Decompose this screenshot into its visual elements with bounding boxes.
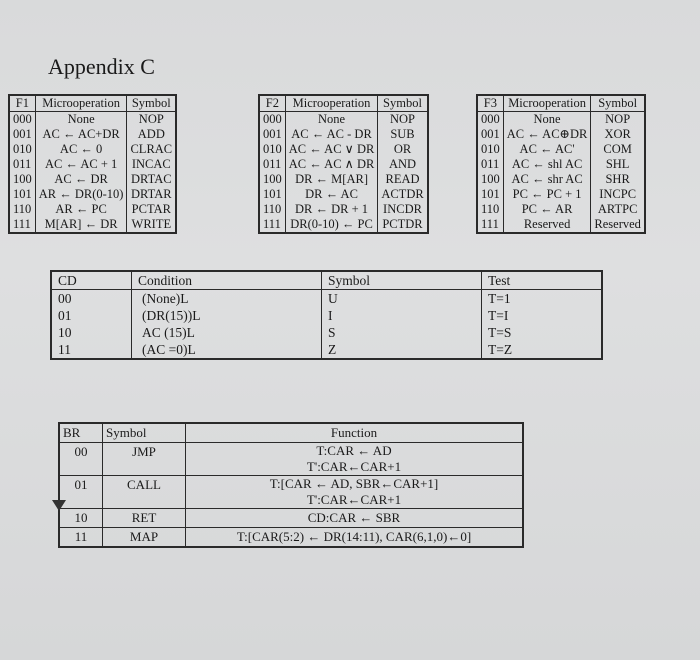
- cd-header-cell: Symbol: [322, 271, 482, 290]
- table-row: [259, 142, 428, 157]
- cd-header-cell: CD: [51, 271, 132, 290]
- cd-cell: T=S: [482, 324, 603, 341]
- f2-cell: 100: [259, 172, 285, 187]
- table-row: [51, 324, 602, 341]
- f3-cell: 100: [477, 172, 503, 187]
- f1-cell: 110: [9, 202, 35, 217]
- table-row: [259, 187, 428, 202]
- f3-cell: None: [503, 112, 591, 128]
- f2-cell: 110: [259, 202, 285, 217]
- br-symbol-cell: JMP: [103, 443, 186, 476]
- f3-cell: Reserved: [591, 217, 645, 233]
- table-row: [9, 172, 176, 187]
- f1-cell: 010: [9, 142, 35, 157]
- f1-cell: AC ← AC + 1: [35, 157, 127, 172]
- mouse-cursor-icon: [52, 500, 66, 511]
- f3-cell: 110: [477, 202, 503, 217]
- cd-header-row: [51, 271, 602, 290]
- table-row: [9, 142, 176, 157]
- cd-cell: 00: [51, 290, 132, 308]
- f1-header-row: [9, 95, 176, 112]
- table-row: [59, 509, 523, 528]
- f2-cell: 010: [259, 142, 285, 157]
- cd-cell: T=1: [482, 290, 603, 308]
- f3-header-cell: Microoperation: [503, 95, 591, 112]
- br-function-cell: [186, 509, 524, 528]
- cd-cell: T=Z: [482, 341, 603, 359]
- f2-cell: PCTDR: [378, 217, 428, 233]
- f1-header-cell: Microoperation: [35, 95, 127, 112]
- f1-cell: AC ← 0: [35, 142, 127, 157]
- table-row: [477, 172, 645, 187]
- f2-header-cell: Microoperation: [285, 95, 378, 112]
- cd-cell: AC (15)L: [132, 324, 322, 341]
- table-row: [477, 112, 645, 128]
- f1-cell: 101: [9, 187, 35, 202]
- f2-cell: ACTDR: [378, 187, 428, 202]
- br-function-cell: [186, 443, 524, 476]
- f1-cell: NOP: [127, 112, 176, 128]
- f1-cell: 011: [9, 157, 35, 172]
- f3-cell: AC ← shl AC: [503, 157, 591, 172]
- f2-header-row: [259, 95, 428, 112]
- f2-cell: NOP: [378, 112, 428, 128]
- f1-cell: 111: [9, 217, 35, 233]
- table-row: [259, 157, 428, 172]
- f3-cell: SHL: [591, 157, 645, 172]
- f2-table: [258, 94, 429, 234]
- f1-cell: AC ← AC+DR: [35, 127, 127, 142]
- f3-cell: INCPC: [591, 187, 645, 202]
- function-line: T':CAR←CAR+1: [306, 459, 402, 474]
- function-line: CD:CAR ← SBR: [307, 510, 401, 525]
- f2-cell: 001: [259, 127, 285, 142]
- f2-cell: 111: [259, 217, 285, 233]
- f1-table: [8, 94, 177, 234]
- f2-cell: DR ← AC: [285, 187, 378, 202]
- f3-cell: COM: [591, 142, 645, 157]
- br-symbol-cell: MAP: [103, 528, 186, 548]
- table-row: [9, 202, 176, 217]
- cd-cell: S: [322, 324, 482, 341]
- table-row: [477, 202, 645, 217]
- f2-cell: None: [285, 112, 378, 128]
- cd-cell: T=I: [482, 307, 603, 324]
- f2-cell: INCDR: [378, 202, 428, 217]
- table-row: [51, 290, 602, 308]
- f1-cell: AR ← PC: [35, 202, 127, 217]
- cd-cell: 10: [51, 324, 132, 341]
- f2-cell: 011: [259, 157, 285, 172]
- cd-header-cell: Test: [482, 271, 603, 290]
- function-line: T:[CAR ← AD, SBR←CAR+1]: [269, 476, 439, 491]
- table-row: [477, 142, 645, 157]
- br-header-cell: Function: [186, 423, 524, 443]
- function-line: T:CAR ← AD: [316, 443, 392, 458]
- f2-cell: DR(0-10) ← PC: [285, 217, 378, 233]
- f2-cell: AC ← AC - DR: [285, 127, 378, 142]
- table-row: [259, 112, 428, 128]
- f2-header-cell: F2: [259, 95, 285, 112]
- f3-cell: 010: [477, 142, 503, 157]
- br-function-cell: [186, 528, 524, 548]
- f3-cell: 011: [477, 157, 503, 172]
- f2-cell: READ: [378, 172, 428, 187]
- f2-cell: DR ← M[AR]: [285, 172, 378, 187]
- table-row: [59, 476, 523, 509]
- cd-cell: (DR(15))L: [132, 307, 322, 324]
- f3-cell: AC ← shr AC: [503, 172, 591, 187]
- f1-header-cell: F1: [9, 95, 35, 112]
- f1-cell: WRITE: [127, 217, 176, 233]
- f1-cell: 001: [9, 127, 35, 142]
- f1-cell: ADD: [127, 127, 176, 142]
- f3-cell: 000: [477, 112, 503, 128]
- br-symbol-cell: RET: [103, 509, 186, 528]
- f3-header-cell: F3: [477, 95, 503, 112]
- page-title: Appendix C: [48, 54, 155, 79]
- br-code-cell: 11: [59, 528, 103, 548]
- f2-cell: OR: [378, 142, 428, 157]
- f2-cell: DR ← DR + 1: [285, 202, 378, 217]
- cd-cell: I: [322, 307, 482, 324]
- table-row: [259, 217, 428, 233]
- table-row: [477, 157, 645, 172]
- f3-table: [476, 94, 646, 234]
- f1-cell: AC ← DR: [35, 172, 127, 187]
- f3-cell: PC ← AR: [503, 202, 591, 217]
- f3-cell: 101: [477, 187, 503, 202]
- cd-cell: (None)L: [132, 290, 322, 308]
- f1-cell: PCTAR: [127, 202, 176, 217]
- br-header-row: [59, 423, 523, 443]
- function-line: T':CAR←CAR+1: [306, 492, 402, 507]
- table-row: [59, 528, 523, 548]
- table-row: [477, 187, 645, 202]
- table-row: [51, 341, 602, 359]
- cd-header-cell: Condition: [132, 271, 322, 290]
- f3-cell: PC ← PC + 1: [503, 187, 591, 202]
- table-row: [9, 157, 176, 172]
- f1-cell: 000: [9, 112, 35, 128]
- f3-header-cell: Symbol: [591, 95, 645, 112]
- br-code-cell: 10: [59, 509, 103, 528]
- table-row: [477, 217, 645, 233]
- cd-cell: Z: [322, 341, 482, 359]
- f2-cell: 000: [259, 112, 285, 128]
- branch-table: [58, 422, 524, 548]
- f1-cell: DRTAR: [127, 187, 176, 202]
- table-row: [9, 187, 176, 202]
- table-row: [477, 127, 645, 142]
- br-code-cell: 00: [59, 443, 103, 476]
- table-row: [9, 127, 176, 142]
- br-function-cell: [186, 476, 524, 509]
- f2-cell: AC ← AC ∨ DR: [285, 142, 378, 157]
- f3-cell: Reserved: [503, 217, 591, 233]
- f3-cell: AC ← AC': [503, 142, 591, 157]
- f3-header-row: [477, 95, 645, 112]
- table-row: [259, 202, 428, 217]
- f2-header-cell: Symbol: [378, 95, 428, 112]
- br-symbol-cell: CALL: [103, 476, 186, 509]
- f1-cell: CLRAC: [127, 142, 176, 157]
- table-row: [9, 112, 176, 128]
- f2-cell: 101: [259, 187, 285, 202]
- f1-cell: AR ← DR(0-10): [35, 187, 127, 202]
- f3-cell: XOR: [591, 127, 645, 142]
- f3-cell: 001: [477, 127, 503, 142]
- f3-cell: AC ← AC⊕DR: [503, 127, 591, 142]
- f2-cell: SUB: [378, 127, 428, 142]
- f1-header-cell: Symbol: [127, 95, 176, 112]
- cd-cell: U: [322, 290, 482, 308]
- table-row: [259, 127, 428, 142]
- f3-cell: NOP: [591, 112, 645, 128]
- cd-cell: 01: [51, 307, 132, 324]
- cd-cell: 11: [51, 341, 132, 359]
- f1-cell: 100: [9, 172, 35, 187]
- table-row: [59, 443, 523, 476]
- br-code-cell: 01: [59, 476, 103, 509]
- table-row: [259, 172, 428, 187]
- f2-cell: AND: [378, 157, 428, 172]
- table-row: [51, 307, 602, 324]
- f1-cell: None: [35, 112, 127, 128]
- f1-cell: M[AR] ← DR: [35, 217, 127, 233]
- f3-cell: ARTPC: [591, 202, 645, 217]
- function-line: T:[CAR(5:2) ← DR(14:11), CAR(6,1,0)←0]: [236, 529, 472, 544]
- cd-cell: (AC =0)L: [132, 341, 322, 359]
- table-row: [9, 217, 176, 233]
- f1-cell: INCAC: [127, 157, 176, 172]
- f2-cell: AC ← AC ∧ DR: [285, 157, 378, 172]
- f3-cell: 111: [477, 217, 503, 233]
- condition-table: [50, 270, 603, 360]
- br-header-cell: Symbol: [103, 423, 186, 443]
- f3-cell: SHR: [591, 172, 645, 187]
- f1-cell: DRTAC: [127, 172, 176, 187]
- br-header-cell: BR: [59, 423, 103, 443]
